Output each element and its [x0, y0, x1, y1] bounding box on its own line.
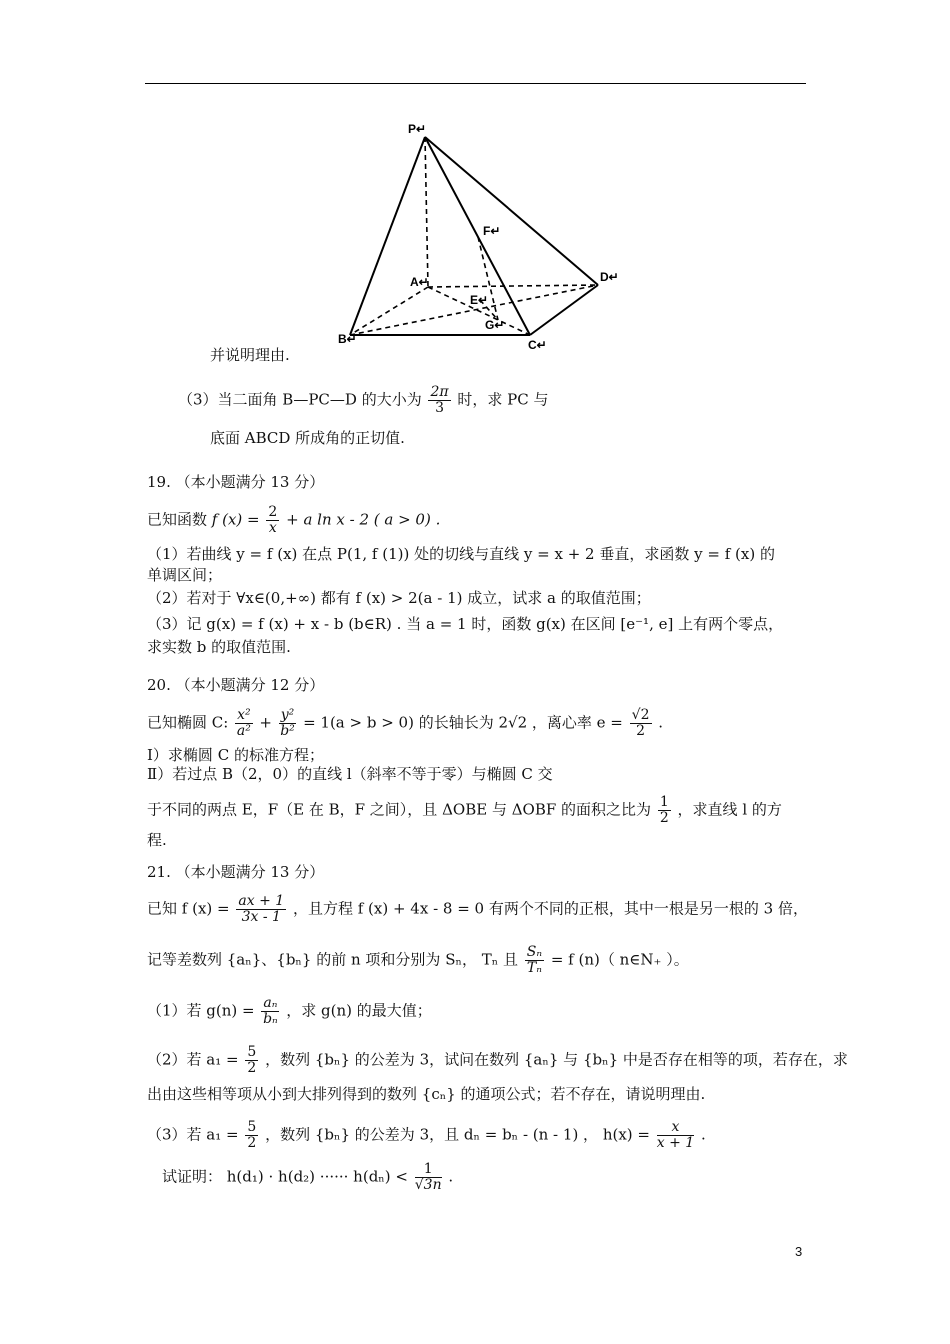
q19-part1: （1）若曲线 y = f (x) 在点 P(1, f (1)) 处的切线与直线 y = x + 2 垂直，求函数 y = f (x) 的	[147, 545, 775, 563]
q18-part3-cont: 底面 ABCD 所成角的正切值.	[210, 429, 405, 447]
q19-part2: （2）若对于 ∀x∈(0,+∞) 都有 f (x) > 2(a - 1) 成立，试求 a 的取值范围；	[147, 589, 651, 607]
q19-intro: 已知函数 f (x) = $\frac{2}{x}$ + a ln x - 2 ( a > 0) .	[147, 504, 441, 536]
q19-part3-cont: 求实数 b 的取值范围.	[147, 638, 291, 656]
edge-PA	[425, 137, 428, 287]
label-F: F↵	[483, 224, 501, 238]
q21-proof: 试证明： h(d₁) · h(d₂) ······ h(dₙ) < $\frac{1}{√3n}$ .	[162, 1161, 454, 1193]
page-number: 3	[795, 1244, 803, 1259]
q21-header: 21. （本小题满分 13 分）	[147, 863, 325, 881]
q21-part2: （2）若 a₁ = $\frac{5}{2}$ ，数列 {bₙ} 的公差为 3，试问在数列 {aₙ} 与 {bₙ} 中是否存在相等的项，若存在，求	[147, 1044, 848, 1076]
q19-header: 19. （本小题满分 13 分）	[147, 473, 325, 491]
fraction: $\frac{x}{x + 1}$	[656, 1119, 695, 1151]
fraction: $\frac{5}{2}$	[247, 1119, 257, 1151]
q18-part3: （3）当二面角 B—PC—D 的大小为 $\frac{2\pi}{3}$ 时，求 PC 与	[178, 384, 549, 416]
fraction: $\frac{\text{aₙ}}{\text{bₙ}}$	[263, 995, 278, 1027]
q20-header: 20. （本小题满分 12 分）	[147, 676, 325, 694]
fraction: $\frac{\text{y²}}{\text{b²}}$	[280, 707, 295, 739]
label-E: E↵	[470, 293, 489, 307]
fraction: $\frac{1}{√3n}$	[414, 1161, 442, 1193]
edge-PD	[425, 137, 598, 285]
label-A: A↵	[410, 275, 429, 289]
q20-part2-cont: 于不同的两点 E，F（E 在 B，F 之间），且 ΔOBE 与 ΔOBF 的面积之比为 $\frac{1}{2}$ ，求直线 l 的方	[147, 794, 782, 826]
q21-intro: 已知 f (x) = $\frac{ax + 1}{3x - 1}$ ，且方程 f (x) + 4x - 8 = 0 有两个不同的正根，其中一根是另一根的 3 倍，	[147, 893, 808, 925]
edge-PB	[350, 137, 425, 335]
q19-part3: （3）记 g(x) = f (x) + x - b (b∈R) . 当 a = 1 时，函数 g(x) 在区间 [e⁻¹, e] 上有两个零点，	[147, 615, 784, 633]
q20-part1: Ⅰ）求椭圆 C 的标准方程；	[147, 746, 324, 764]
fraction: $\frac{ax + 1}{3x - 1}$	[238, 893, 285, 925]
q20-part2: Ⅱ）若过点 B（2，0）的直线 l（斜率不等于零）与椭圆 C 交	[147, 765, 553, 783]
q21-part1: （1）若 g(n) = $\frac{\text{aₙ}}{\text{bₙ}}$ ，求 g(n) 的最大值；	[147, 995, 432, 1027]
q21-part3: （3）若 a₁ = $\frac{5}{2}$ ，数列 {bₙ} 的公差为 3，且 dₙ = bₙ - (n - 1) ， h(x) = $\frac{x}{x + 1}$ .	[147, 1119, 706, 1151]
fraction: $\frac{5}{2}$	[247, 1044, 257, 1076]
seg-FG	[478, 237, 498, 320]
pyramid-figure	[330, 115, 620, 355]
fraction: $\frac{2}{x}$	[268, 504, 278, 536]
fraction: $\frac{\text{x²}}{\text{a²}}$	[236, 707, 251, 739]
label-C: C↵	[528, 338, 547, 352]
label-P: P↵	[408, 122, 427, 136]
q18-tail: 并说明理由.	[210, 346, 290, 364]
fraction: $\frac{\text{Sₙ}}{\text{Tₙ}}$	[526, 944, 543, 976]
q19-part1-cont: 单调区间；	[147, 566, 223, 584]
q21-line2: 记等差数列 {aₙ}、{bₙ} 的前 n 项和分别为 Sₙ， Tₙ 且 $\frac{\text{Sₙ}}{\text{Tₙ}}$ = f (n)（ n∈N₊ ）。	[147, 944, 689, 976]
label-B: B↵	[338, 332, 357, 346]
q21-part2-cont: 出由这些相等项从小到大排列得到的数列 {cₙ} 的通项公式；若不存在，请说明理由.	[147, 1085, 706, 1103]
q20-part2-end: 程.	[147, 831, 167, 849]
label-D: D↵	[600, 270, 619, 284]
label-G: G↵	[485, 318, 505, 332]
fraction: $\frac{2\pi}{3}$	[430, 384, 449, 416]
q20-intro: 已知椭圆 C: $\frac{\text{x²}}{\text{a²}}$ + $\frac{\text{y²}}{\text{b²}}$ = 1(a > b > 0) 的长轴长为 2√2 ，离心率 e = $\frac{√2}{2}$ .	[147, 707, 664, 739]
header-rule	[145, 83, 806, 84]
fraction: $\frac{√2}{2}$	[631, 707, 650, 739]
edge-AD	[428, 285, 598, 287]
fraction: $\frac{1}{2}$	[659, 794, 669, 826]
